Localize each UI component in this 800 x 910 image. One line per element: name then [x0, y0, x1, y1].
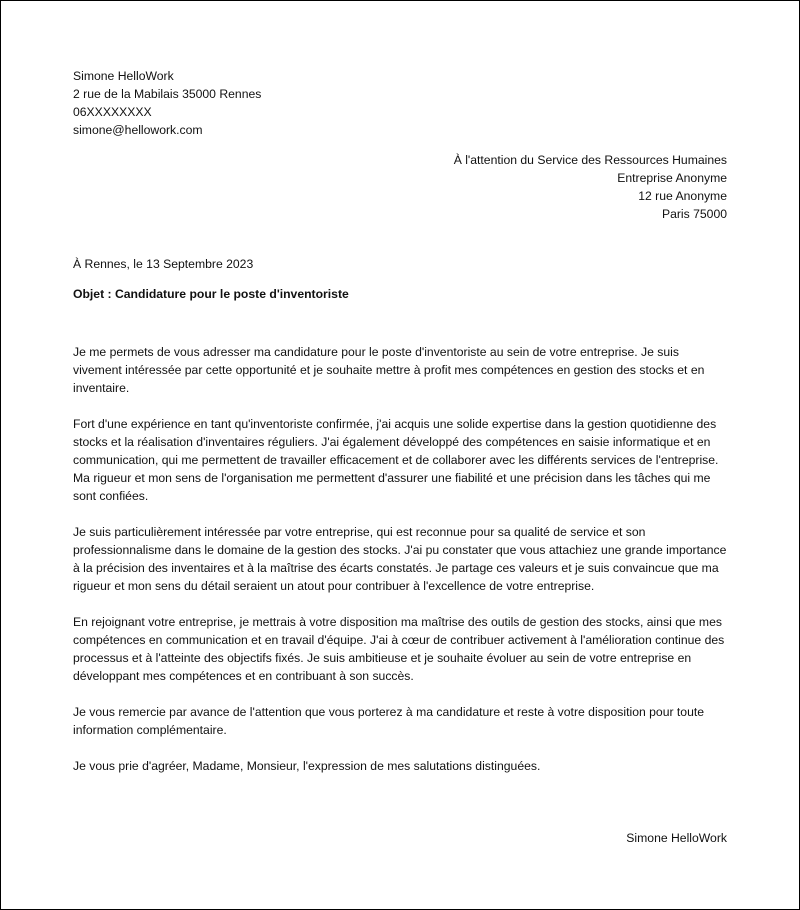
sender-phone: 06XXXXXXXX: [73, 105, 152, 119]
sender-block: [73, 67, 473, 139]
body-paragraph: En rejoignant votre entreprise, je mettrais à votre disposition ma maîtrise des outils de gestion des stocks, ainsi que mes compétences en communication et en travail d'équipe. J'ai à cœur de contribuer activement à l'amélioration continue des processus et à l'atteinte des objectifs fixés. Je suis ambitieuse et je souhaite évoluer au sein de votre entreprise en développant mes compétences et en contribuant à son succès.: [73, 615, 725, 683]
body-paragraph: Je me permets de vous adresser ma candidature pour le poste d'inventoriste au sein de votre entreprise. Je suis vivement intéressée par cette opportunité et je souhaite mettre à profit mes compétences en gestion des stocks et en inventaire.: [73, 345, 705, 395]
body-paragraph: Fort d'une expérience en tant qu'inventoriste confirmée, j'ai acquis une solide expertise dans la gestion quotidienne des stocks et la réalisation d'inventaires réguliers. J'ai également développé des compétences en saisie informatique et en communication, qui me permettent de travailler efficacement et de collaborer avec les différents services de l'entreprise. Ma rigueur et mon sens de l'organisation me permettent d'assurer une fiabilité et une précision dans les tâches qui me sont confiées.: [73, 417, 719, 503]
signature: Simone HelloWork: [626, 831, 727, 845]
body-paragraph: Je suis particulièrement intéressée par votre entreprise, qui est reconnue pour sa qualité de service et son professionnalisme dans le domaine de la gestion des stocks. J'ai pu constater que vous attachiez une grande importance à la précision des inventaires et à la maîtrise des écarts constatés. Je partage ces valeurs et je suis convaincue que ma rigueur et mon sens du détail seraient un atout pour contribuer à l'excellence de votre entreprise.: [73, 525, 727, 593]
recipient-city: Paris 75000: [661, 207, 727, 221]
closing-paragraph: Je vous prie d'agréer, Madame, Monsieur, l'expression de mes salutations distinguées.: [73, 759, 541, 773]
letter-body: [73, 343, 729, 793]
sender-address: 2 rue de la Mabilais 35000 Rennes: [73, 87, 262, 101]
recipient-attention: À l'attention du Service des Ressources Humaines: [453, 153, 727, 167]
date-line: À Rennes, le 13 Septembre 2023: [73, 257, 254, 271]
recipient-street: 12 rue Anonyme: [638, 189, 727, 203]
sender-name: Simone HelloWork: [73, 69, 174, 83]
recipient-block: [307, 151, 727, 223]
sender-email: simone@hellowork.com: [73, 123, 203, 137]
subject-line: Objet : Candidature pour le poste d'inventoriste: [73, 287, 349, 301]
body-paragraph: Je vous remercie par avance de l'attention que vous porterez à ma candidature et reste à votre disposition pour toute information complémentaire.: [73, 705, 705, 737]
recipient-company: Entreprise Anonyme: [617, 171, 727, 185]
